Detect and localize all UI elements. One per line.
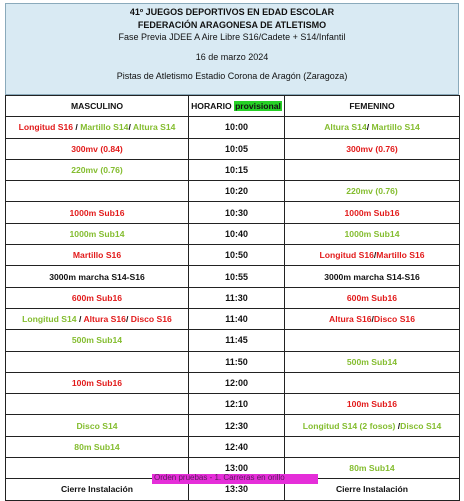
table-row <box>6 394 460 415</box>
event-label: Longitud S16 <box>319 250 374 261</box>
male-event-cell <box>6 266 189 287</box>
event-label: Martillo S14 <box>371 122 420 133</box>
event-label: / <box>128 122 133 133</box>
table-row <box>6 117 460 138</box>
time-cell: 12:30 <box>189 415 285 436</box>
female-event-cell <box>285 202 460 223</box>
male-event-cell <box>6 138 189 159</box>
male-event-cell <box>6 117 189 138</box>
column-header-time-label: HORARIO <box>191 101 232 112</box>
event-label: 3000m marcha S14-S16 <box>324 271 420 282</box>
event-label: 220mv (0.76) <box>346 186 398 197</box>
time-cell: 11:40 <box>189 308 285 329</box>
provisional-badge: provisional <box>235 101 281 112</box>
event-label: Cierre Instalación <box>60 484 134 495</box>
table-row <box>6 138 460 159</box>
column-header-male: MASCULINO <box>6 96 189 117</box>
female-event-cell <box>285 394 460 415</box>
event-label: Cierre Instalación <box>335 484 409 495</box>
time-cell: 11:30 <box>189 287 285 308</box>
time-cell: 11:45 <box>189 330 285 351</box>
female-event-cell <box>285 287 460 308</box>
event-label: / <box>397 420 401 431</box>
table-row <box>6 223 460 244</box>
male-event-cell <box>6 287 189 308</box>
table-row <box>6 372 460 393</box>
time-cell: 10:50 <box>189 245 285 266</box>
female-event-cell <box>285 351 460 372</box>
header-event-title: 41º JUEGOS DEPORTIVOS EN EDAD ESCOLAR <box>129 7 335 17</box>
event-label: 500m Sub14 <box>71 335 123 346</box>
event-label: 600m Sub16 <box>346 292 398 303</box>
event-label: Disco S16 <box>373 314 415 325</box>
event-label: / <box>373 250 377 261</box>
female-event-cell <box>285 436 460 457</box>
event-label: Martillo S16 <box>376 250 425 261</box>
female-event-cell <box>285 245 460 266</box>
table-row <box>6 181 460 202</box>
event-label: Altura S14 <box>132 122 176 133</box>
time-cell: 12:40 <box>189 436 285 457</box>
header-venue: Pistas de Atletismo Estadio Corona de Aragón (Zaragoza) <box>116 71 348 82</box>
female-event-cell <box>285 266 460 287</box>
female-event-cell <box>285 308 460 329</box>
event-label: / <box>366 122 372 133</box>
event-label: 220mv (0.76) <box>71 165 123 176</box>
event-label: 1000m Sub16 <box>69 207 125 218</box>
time-cell: 12:00 <box>189 372 285 393</box>
female-event-cell <box>285 159 460 180</box>
male-event-cell <box>6 436 189 457</box>
time-cell: 13:30 <box>189 479 285 500</box>
table-row <box>6 415 460 436</box>
male-event-cell <box>6 372 189 393</box>
female-event-cell <box>285 415 460 436</box>
event-label: 80m Sub14 <box>74 441 120 452</box>
table-row <box>6 436 460 457</box>
time-cell: 10:20 <box>189 181 285 202</box>
male-event-cell <box>6 181 189 202</box>
schedule-table <box>5 95 460 501</box>
male-event-cell <box>6 245 189 266</box>
male-event-cell <box>6 223 189 244</box>
event-label: / <box>76 314 84 325</box>
time-cell: 13:00 <box>189 458 285 479</box>
male-event-cell <box>6 394 189 415</box>
male-event-cell <box>6 415 189 436</box>
event-label: / <box>73 122 81 133</box>
event-label: 80m Sub14 <box>349 463 395 474</box>
event-label: Disco S14 <box>76 420 118 431</box>
event-label: Disco S16 <box>130 314 172 325</box>
event-label: 300mv (0.76) <box>346 143 398 154</box>
event-label: 600m Sub16 <box>71 292 123 303</box>
female-event-cell <box>285 330 460 351</box>
table-row <box>6 351 460 372</box>
time-cell: 10:55 <box>189 266 285 287</box>
female-event-cell <box>285 138 460 159</box>
event-label: 100m Sub16 <box>346 399 398 410</box>
male-event-cell <box>6 351 189 372</box>
female-event-cell <box>285 181 460 202</box>
table-row <box>6 308 460 329</box>
time-cell: 10:05 <box>189 138 285 159</box>
event-label: Longitud S14 <box>22 314 77 325</box>
male-event-cell <box>6 330 189 351</box>
event-label: / <box>125 314 131 325</box>
event-label: 1000m Sub16 <box>344 207 400 218</box>
column-header-time <box>189 96 285 117</box>
male-event-cell <box>6 308 189 329</box>
event-label: 3000m marcha S14-S16 <box>49 271 145 282</box>
event-label: Altura S16 <box>329 314 372 325</box>
table-row <box>6 330 460 351</box>
event-label: 300mv (0.84) <box>71 143 123 154</box>
event-label: 1000m Sub14 <box>344 228 400 239</box>
time-cell: 10:15 <box>189 159 285 180</box>
time-cell: 11:50 <box>189 351 285 372</box>
table-row <box>6 287 460 308</box>
column-header-female: FEMENINO <box>285 96 460 117</box>
table-header-row <box>6 96 460 117</box>
event-label: / <box>371 314 374 325</box>
document-header <box>5 3 459 95</box>
table-row <box>6 202 460 223</box>
header-date: 16 de marzo 2024 <box>195 51 269 62</box>
female-event-cell <box>285 372 460 393</box>
event-label: Longitud S16 <box>18 122 74 133</box>
table-row <box>6 159 460 180</box>
time-cell: 10:00 <box>189 117 285 138</box>
male-event-cell <box>6 202 189 223</box>
time-cell: 10:30 <box>189 202 285 223</box>
female-event-cell <box>285 223 460 244</box>
event-label: Martillo S16 <box>72 250 122 261</box>
event-label: Martillo S14 <box>80 122 129 133</box>
time-cell: 12:10 <box>189 394 285 415</box>
event-label: 1000m Sub14 <box>69 228 125 239</box>
event-label: Longitud S14 (2 fosos) <box>302 420 398 431</box>
male-event-cell <box>6 159 189 180</box>
female-event-cell <box>285 117 460 138</box>
table-row <box>6 245 460 266</box>
footer-note: Orden pruebas - 1. Carreras en orillo <box>152 474 318 484</box>
event-label: 500m Sub14 <box>346 356 398 367</box>
time-cell: 10:40 <box>189 223 285 244</box>
table-row <box>6 266 460 287</box>
header-federation: FEDERACIÓN ARAGONESA DE ATLETISMO <box>137 19 327 30</box>
event-label: Altura S16 <box>83 314 126 325</box>
header-competition: Fase Previa JDEE A Aire Libre S16/Cadete + S14/Infantil <box>118 32 346 43</box>
event-label: Disco S14 <box>400 420 442 431</box>
event-label: Altura S14 <box>324 122 367 133</box>
event-label: 100m Sub16 <box>71 378 123 388</box>
